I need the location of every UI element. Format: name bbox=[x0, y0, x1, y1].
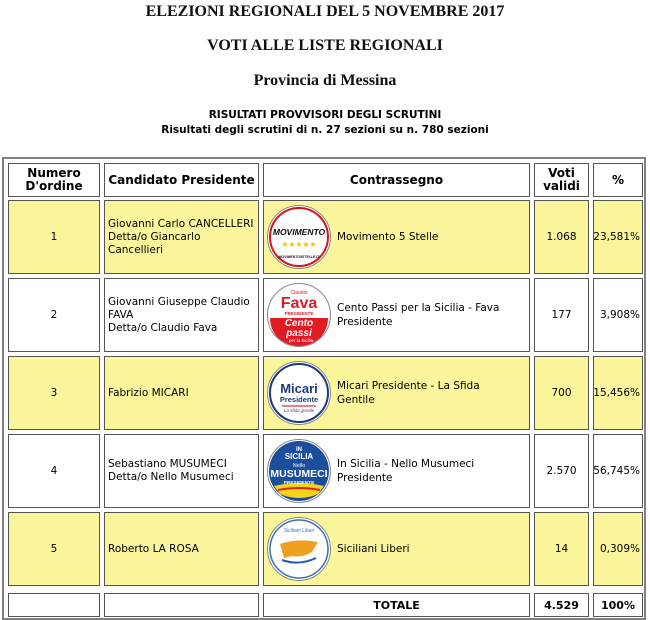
logo-text: IN bbox=[296, 447, 302, 453]
header-votes-line: Voti bbox=[548, 166, 575, 180]
logo-text: Cento bbox=[284, 318, 314, 329]
list-symbol bbox=[263, 356, 530, 430]
row-number: 1 bbox=[8, 200, 100, 274]
candidate-line: Giovanni Carlo CANCELLERI bbox=[108, 217, 254, 230]
vote-percent: 23,581% bbox=[593, 200, 643, 274]
header-number-line: D'ordine bbox=[25, 179, 83, 193]
header-number bbox=[8, 163, 100, 197]
header-votes bbox=[534, 163, 589, 197]
candidate-lines bbox=[108, 296, 250, 335]
vote-percent: 0,309% bbox=[593, 512, 643, 586]
page-title: ELEZIONI REGIONALI DEL 5 NOVEMBRE 2017 bbox=[145, 3, 505, 20]
header-candidate: Candidato Presidente bbox=[104, 163, 259, 197]
star-icon: ★ bbox=[302, 240, 310, 249]
list-symbol bbox=[263, 200, 530, 274]
row-number: 2 bbox=[8, 278, 100, 352]
vote-percent: 56,745% bbox=[593, 434, 643, 508]
candidate-name bbox=[104, 200, 259, 274]
logo-text: passi bbox=[286, 328, 312, 339]
list-name bbox=[337, 379, 480, 407]
siciliani-liberi-logo bbox=[267, 517, 331, 581]
candidate-line: Detta/o Nello Musumeci bbox=[108, 471, 234, 483]
cento-passi-fava-logo bbox=[267, 283, 331, 347]
row-number: 4 bbox=[8, 434, 100, 508]
list-name bbox=[337, 457, 474, 485]
in-sicilia-musumeci-logo bbox=[267, 439, 331, 503]
movimento-5-stelle-logo bbox=[267, 205, 331, 269]
sections-info: Risultati degli scrutini di n. 27 sezioni su n. 780 sezioni bbox=[161, 124, 489, 136]
header-votes-text bbox=[543, 167, 580, 193]
logo-text: Presidente bbox=[279, 395, 319, 404]
list-name-line: In Sicilia - Nello Musumeci bbox=[337, 458, 475, 470]
list-name-line: Cento Passi per la Sicilia - Fava bbox=[337, 302, 500, 314]
list-name-line: Siciliani Liberi bbox=[337, 543, 410, 555]
header-number-line: Numero bbox=[27, 166, 81, 180]
logo-text: Claudio bbox=[290, 290, 308, 296]
list-symbol bbox=[263, 434, 530, 508]
candidate-line: Detta/o Giancarlo bbox=[108, 230, 201, 243]
candidate-line: Cancellieri bbox=[108, 243, 164, 256]
logo-text: MOVIMENTO bbox=[272, 227, 326, 237]
list-name bbox=[337, 230, 438, 244]
candidate-line: Giovanni Giuseppe Claudio bbox=[108, 295, 250, 308]
results-table bbox=[2, 157, 646, 620]
candidate-line: Fabrizio MICARI bbox=[108, 386, 189, 399]
page-subtitle: VOTI ALLE LISTE REGIONALI bbox=[207, 37, 443, 54]
list-name-line: Presidente bbox=[337, 472, 393, 484]
row-number: 5 bbox=[8, 512, 100, 586]
candidate-lines bbox=[108, 218, 254, 257]
star-icon: ★ bbox=[295, 240, 303, 249]
list-name-line: Gentile bbox=[337, 394, 375, 406]
total-empty-candidate bbox=[104, 593, 259, 617]
vote-percent: 3,908% bbox=[593, 278, 643, 352]
total-label: TOTALE bbox=[263, 593, 530, 617]
list-name bbox=[337, 542, 410, 556]
logo-text: Siciliani Liberi bbox=[283, 528, 315, 534]
header-number-text bbox=[25, 167, 82, 193]
total-empty-number bbox=[8, 593, 100, 617]
logo-text: PRESIDENTE bbox=[283, 481, 315, 486]
star-icon: ★ bbox=[309, 240, 317, 249]
candidate-name bbox=[104, 434, 259, 508]
logo-text: Nello bbox=[292, 463, 306, 469]
candidate-name bbox=[104, 278, 259, 352]
valid-votes: 1.068 bbox=[534, 200, 589, 274]
province-title: Provincia di Messina bbox=[253, 72, 397, 89]
list-name-line: Movimento 5 Stelle bbox=[337, 231, 439, 243]
logo-text: Fava bbox=[280, 295, 318, 312]
candidate-name bbox=[104, 512, 259, 586]
results-label: RISULTATI PROVVISORI DEGLI SCRUTINI bbox=[208, 109, 442, 121]
candidate-lines bbox=[108, 458, 234, 484]
logo-text: PRESIDENTE bbox=[284, 311, 314, 316]
header-percent: % bbox=[593, 163, 643, 197]
logo-text: MUSUMECI bbox=[270, 468, 328, 480]
list-symbol bbox=[263, 278, 530, 352]
logo-text: La sfida gentile bbox=[283, 408, 315, 413]
list-name-line: Micari Presidente - La Sfida bbox=[337, 380, 480, 392]
candidate-line: FAVA bbox=[108, 308, 134, 321]
candidate-line: Roberto LA ROSA bbox=[108, 542, 199, 555]
logo-text: SICILIA bbox=[284, 452, 314, 461]
candidate-name bbox=[104, 356, 259, 430]
candidate-line: Sebastiano MUSUMECI bbox=[108, 458, 227, 470]
valid-votes: 700 bbox=[534, 356, 589, 430]
star-icon: ★ bbox=[288, 240, 296, 249]
total-percent: 100% bbox=[593, 593, 643, 617]
header-votes-line: validi bbox=[543, 179, 580, 193]
star-icon: ★ bbox=[281, 240, 289, 249]
list-name bbox=[337, 301, 499, 329]
logo-text: Micari bbox=[280, 381, 318, 396]
header-symbol: Contrassegno bbox=[263, 163, 530, 197]
micari-presidente-logo bbox=[267, 361, 331, 425]
valid-votes: 14 bbox=[534, 512, 589, 586]
logo-text: per la Sicilia bbox=[288, 338, 314, 343]
logo-text: MOVIMENTO5STELLE.IT bbox=[278, 255, 320, 259]
list-name-line: Presidente bbox=[337, 316, 393, 328]
candidate-lines bbox=[108, 387, 189, 400]
total-votes: 4.529 bbox=[534, 593, 589, 617]
vote-percent: 15,456% bbox=[593, 356, 643, 430]
candidate-lines bbox=[108, 543, 199, 556]
candidate-line: Detta/o Claudio Fava bbox=[108, 321, 218, 334]
valid-votes: 177 bbox=[534, 278, 589, 352]
list-symbol bbox=[263, 512, 530, 586]
valid-votes: 2.570 bbox=[534, 434, 589, 508]
row-number: 3 bbox=[8, 356, 100, 430]
